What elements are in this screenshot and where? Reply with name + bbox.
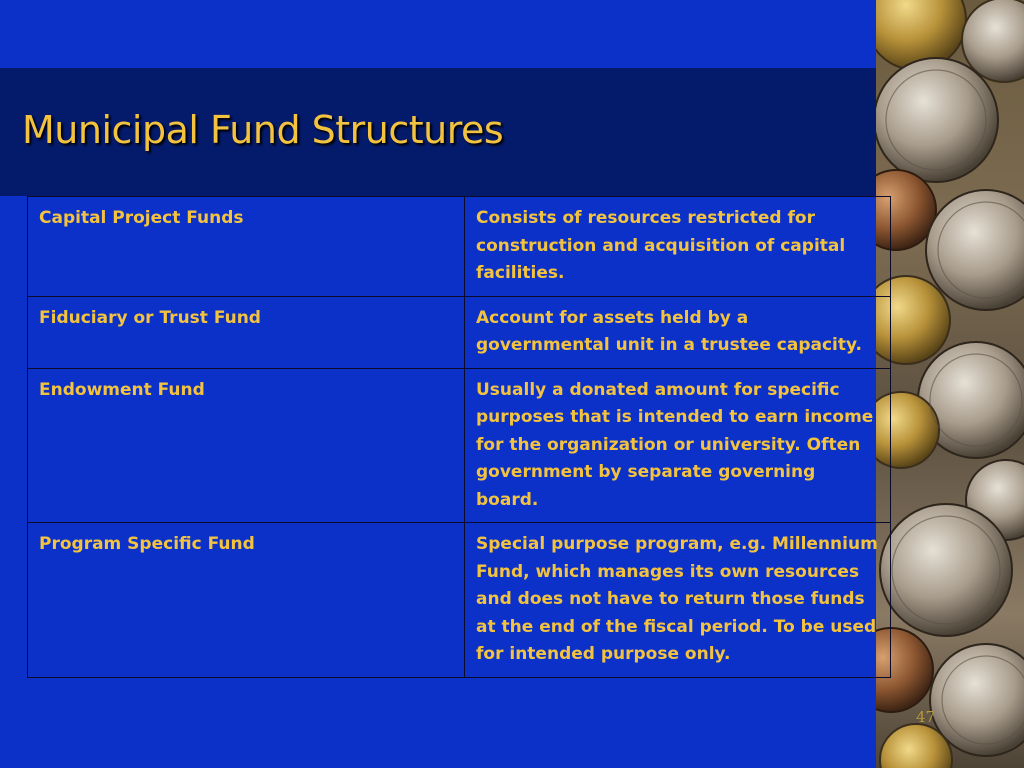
fund-name-cell: Fiduciary or Trust Fund (28, 296, 465, 368)
fund-description-cell: Account for assets held by a governmental unit in a trustee capacity. (465, 296, 891, 368)
table-row (28, 523, 891, 678)
page-number: 47 (916, 708, 936, 726)
fund-description-cell: Usually a donated amount for specific purposes that is intended to earn income for the organization or university. Often government by separate governing board. (465, 368, 891, 523)
fund-structures-table (27, 196, 891, 678)
table-row (28, 296, 891, 368)
slide-title: Municipal Fund Structures (22, 108, 504, 152)
fund-name-cell: Capital Project Funds (28, 197, 465, 297)
table-row (28, 368, 891, 523)
coins-photo (876, 0, 1024, 768)
coins-illustration (876, 0, 1024, 768)
fund-table-body (28, 197, 891, 678)
fund-description-cell: Consists of resources restricted for construction and acquisition of capital facilities. (465, 197, 891, 297)
fund-name-cell: Endowment Fund (28, 368, 465, 523)
fund-name-cell: Program Specific Fund (28, 523, 465, 678)
table-row (28, 197, 891, 297)
fund-description-cell: Special purpose program, e.g. Millennium Fund, which manages its own resources and does not have to return those funds at the end of the fiscal period. To be used for intended purpose only. (465, 523, 891, 678)
